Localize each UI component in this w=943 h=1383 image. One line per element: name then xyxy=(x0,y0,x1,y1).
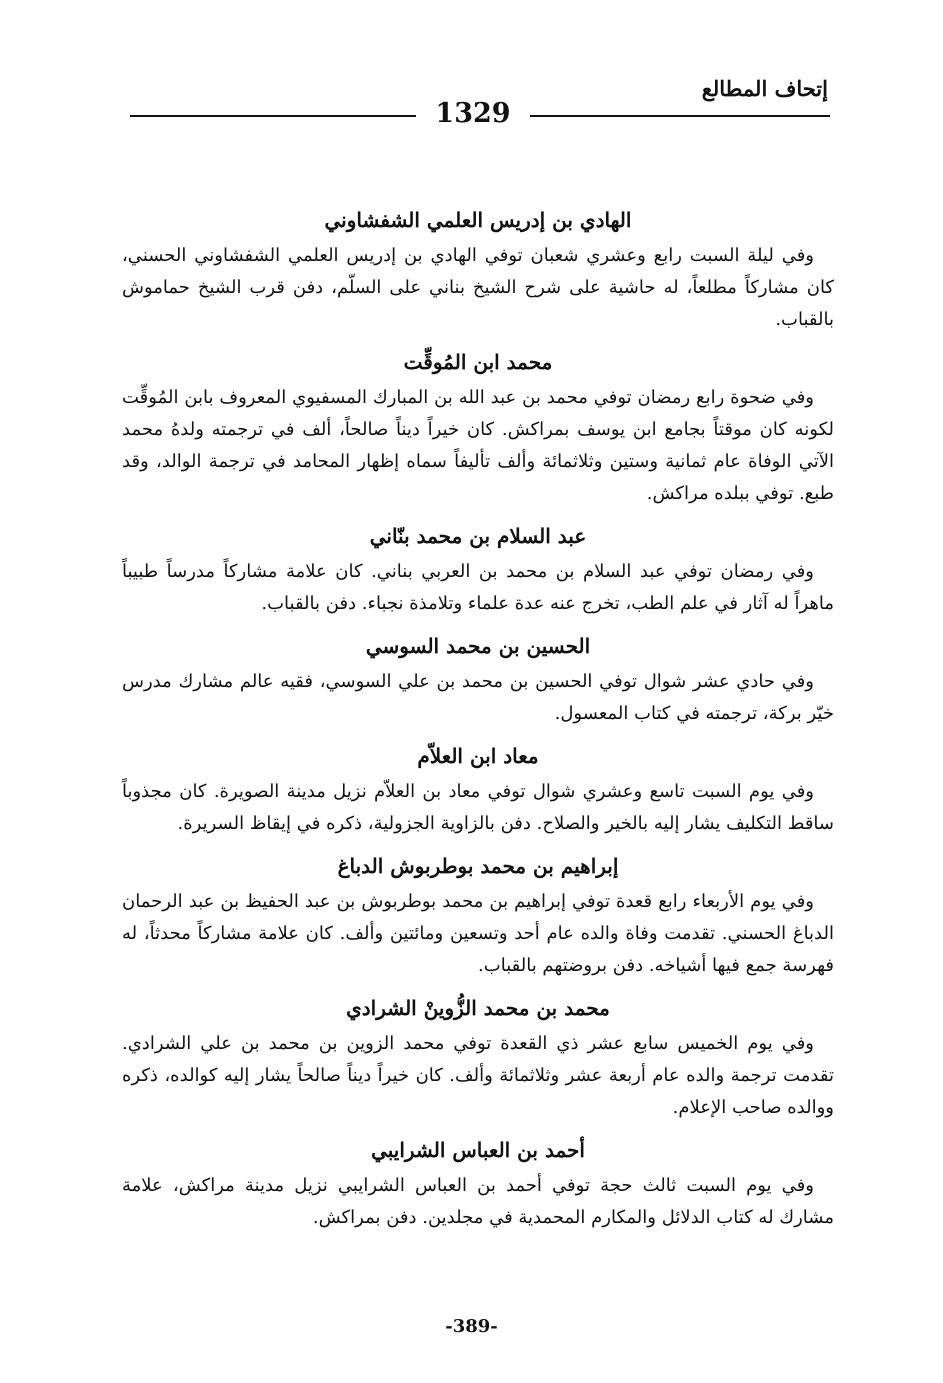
entry-title: الهادي بن إدريس العلمي الشفشاوني xyxy=(324,208,632,232)
entry-title: محمد ابن المُوقِّت xyxy=(403,350,553,374)
entry-title: محمد بن محمد الزُّوينْ الشرادي xyxy=(346,996,610,1020)
entry-body: وفي ليلة السبت رابع وعشري شعبان توفي الهادي بن إدريس العلمي الشفشاوني الحسني، كان مشاركاً مطلعاً، له حاشية على شرح الشيخ بناني على السلّم، دفن قرب الشيخ حماموش بالقباب. xyxy=(122,245,834,330)
entry-title: إبراهيم بن محمد بوطربوش الدباغ xyxy=(337,854,619,878)
entry-title: الحسين بن محمد السوسي xyxy=(365,634,591,658)
entry-body: وفي حادي عشر شوال توفي الحسين بن محمد بن علي السوسي، فقيه عالم مشارك مدرس خيّر بركة، ترجمته في كتاب المعسول. xyxy=(122,671,834,724)
entry-title: عبد السلام بن محمد بنّاني xyxy=(369,524,587,548)
entry-body: وفي يوم الخميس سابع عشر ذي القعدة توفي محمد الزوين بن محمد بن علي الشرادي. تقدمت ترجمة والده عام أربعة عشر وثلاثمائة وألف. كان خيراً ديناً صالحاً يشار إليه كوالده، ذكره ووالده صاحب الإعلام. xyxy=(122,1033,834,1118)
entry-body: وفي يوم الأربعاء رابع قعدة توفي إبراهيم بن محمد بوطربوش بن عبد الحفيظ بن عبد الرحمان الدباغ الحسني. تقدمت وفاة والده عام أحد وتسعين ومائتين وألف. كان علامة مشاركاً محدثاً، له فهرسة جمع فيها أشياخه. دفن بروضتهم بالقباب. xyxy=(122,891,834,976)
year-header xyxy=(120,98,830,132)
entry-body: وفي ضحوة رابع رمضان توفي محمد بن عبد الله بن المبارك المسفيوي المعروف بابن المُوقِّت لكونه كان موقتاً بجامع ابن يوسف بمراكش. كان خيراً ديناً صالحاً، ألف في ترجمته ولدهُ محمد الآتي الوفاة عام ثمانية وستين وثلاثمائة وألف تأليفاً سماه إظهار المحامد في ترجمة الوالد، وقد طبع. توفي ببلده مراكش. xyxy=(122,387,834,504)
header-rule-left xyxy=(130,115,416,117)
entry-body: وفي يوم السبت تاسع وعشري شوال توفي معاد بن العلاّم نزيل مدينة الصويرة. كان مجذوباً ساقط التكليف يشار إليه بالخير والصلاح. دفن بالزاوية الجزولية، ذكره في إيقاظ السريرة. xyxy=(122,781,834,834)
entry-title: معاد ابن العلاّم xyxy=(417,744,539,768)
year-number: 1329 xyxy=(435,98,511,129)
page-number: -389- xyxy=(445,1316,498,1337)
running-title: إتحاف المطالع xyxy=(701,76,828,101)
page-content xyxy=(122,200,834,1240)
entry-body: وفي رمضان توفي عبد السلام بن محمد بن العربي بناني. كان علامة مشاركاً مدرساً طبيباً ماهراً له آثار في علم الطب، تخرج عنه عدة علماء وتلامذة نجباء. دفن بالقباب. xyxy=(122,561,834,614)
entry-body: وفي يوم السبت ثالث حجة توفي أحمد بن العباس الشرايبي نزيل مدينة مراكش، علامة مشارك له كتاب الدلائل والمكارم المحمدية في مجلدين. دفن بمراكش. xyxy=(122,1175,834,1228)
header-rule-right xyxy=(530,115,830,117)
entry-title: أحمد بن العباس الشرايبي xyxy=(371,1138,585,1162)
